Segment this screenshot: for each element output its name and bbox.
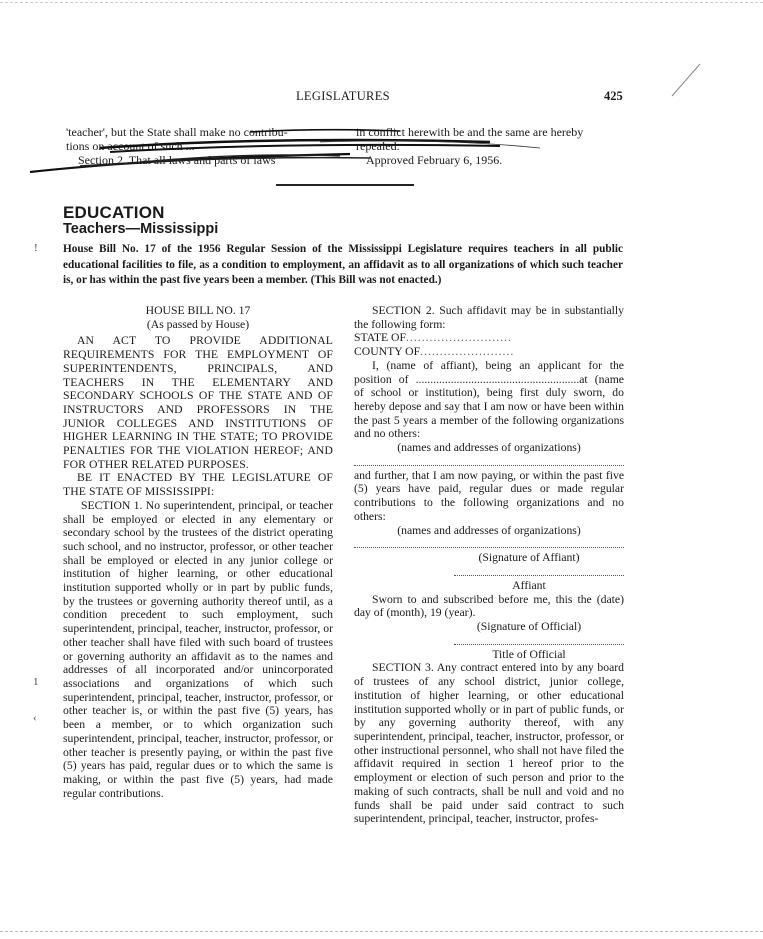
county-line: COUNTY OF........................ bbox=[354, 345, 515, 359]
page-top-edge bbox=[0, 2, 763, 3]
continuation-line1-left: 'teacher', but the State shall make no contribu- bbox=[66, 125, 288, 139]
continuation-line3-right: Approved February 6, 1956. bbox=[366, 153, 503, 167]
margin-mark-mid: 1 bbox=[33, 676, 39, 688]
state-line: STATE OF........................... bbox=[354, 331, 512, 345]
margin-mark-top: ! bbox=[34, 242, 38, 254]
section-divider bbox=[276, 184, 414, 186]
enacting-clause: BE IT ENACTED BY THE LEGISLATURE OF THE STATE OF MISSISSIPPI: bbox=[63, 471, 333, 499]
blank-line-2 bbox=[354, 539, 624, 548]
left-column bbox=[63, 304, 333, 800]
continuation-line1-right: in conflict herewith be and the same are hereby bbox=[356, 125, 584, 139]
section-title: EDUCATION bbox=[63, 203, 165, 222]
county-label: COUNTY OF bbox=[354, 345, 421, 359]
continuation-line2-right: repealed. bbox=[356, 139, 400, 153]
margin-mark-low: ‹ bbox=[33, 712, 37, 724]
state-label: STATE OF bbox=[354, 331, 406, 345]
strikethrough-scribble bbox=[20, 118, 620, 188]
names-line-2: (names and addresses of organizations) bbox=[397, 523, 581, 537]
page-bottom-edge bbox=[0, 931, 763, 932]
further-text: and further, that I am now paying, or within the past five (5) years have paid, regular dues or made regular contributions to the following organizations and no others: bbox=[354, 468, 624, 523]
bill-title: HOUSE BILL NO. 17 bbox=[145, 304, 251, 317]
continuation-line3-left: Section 2. That all laws and parts of laws bbox=[78, 153, 276, 167]
section-2-intro: SECTION 2. Such affidavit may be in substantially the following form: bbox=[354, 304, 624, 331]
running-head: LEGISLATURES bbox=[296, 89, 390, 103]
section-3-text: SECTION 3. Any contract entered into by any board of trustees of any school district, junior college, institution of higher learning, or other educational institution supported wholly or in part of public funds, or by any governing authority thereof, with any superintendent, principal, teacher, instructor, professor, or other instructional personnel, who shall not have filed the affidavit required in section 1 hereof prior to the employment or election of such person and prior to the making of such contracts, shall be null and void and no funds shall be paid under said contract to such superintendent, principal, teacher, instructor, profes- bbox=[354, 661, 624, 826]
section-1-text: SECTION 1. No superintendent, principal, or teacher shall be employed or elected in any elementary or secondary school by the trustees of the district operating such school, and no instructor, professor, or other teacher shall be employed or elected in any junior college or institution of higher learning, or other educational institution supported wholly or in part by public funds, by the trustees or governing authority thereof until, as a condition precedent to such employment, such superintendent, principal, teacher, instructor, professor, or other teacher shall have filed with such board of trustees or governing authority an affidavit as to the names and addresses of all incorporated and/or unincorporated associations and organizations of which such superintendent, principal, teacher, instructor, professor, or other teacher is, or within the past five (5) years, has been a member, or to which organization such superintendent, principal, teacher, instructor, professor, or other teacher is presently paying, or within the past five (5) years has paid, regular dues or to which the same is making, or within the past five (5) years, had made regular contributions. bbox=[63, 498, 333, 800]
blank-line-4 bbox=[454, 636, 624, 645]
signature-official: (Signature of Official) bbox=[476, 620, 582, 634]
blank-line-3 bbox=[454, 567, 624, 576]
right-column bbox=[354, 304, 624, 826]
page-number: 425 bbox=[604, 89, 623, 103]
signature-affiant: (Signature of Affiant) bbox=[478, 551, 580, 565]
sworn-text: Sworn to and subscribed before me, this the (date) day of (month), 19 (year). bbox=[354, 592, 624, 620]
section-subtitle: Teachers—Mississippi bbox=[63, 221, 219, 237]
bill-status: (As passed by House) bbox=[146, 317, 250, 331]
bill-summary: House Bill No. 17 of the 1956 Regular Session of the Mississippi Legislature requires teachers in all public educational facilities to file, as a condition to employment, an affidavit as to all organizations of which such teacher is, or has within the past five years been a member. (This Bill was not enacted.) bbox=[63, 243, 623, 286]
pencil-mark bbox=[670, 60, 710, 100]
title-official: Title of Official bbox=[492, 647, 566, 661]
affidavit-body: I, (name of affiant), being an applicant for the position of ........................................................at (name of school or institution), being first duly sworn, do hereby depose and say that I am now or have been within the past 5 years a member of the following organizations and no others: bbox=[354, 358, 624, 441]
act-title: AN ACT TO PROVIDE ADDITIONAL REQUIREMENTS FOR THE EMPLOYMENT OF SUPERINTENDENTS, PRINCIPALS, AND TEACHERS IN THE ELEMENTARY AND SECONDARY SCHOOLS OF THE STATE AND OF INSTRUCTORS AND PROFESSORS IN THE JUNIOR COLLEGES AND INSTITUTIONS OF HIGHER LEARNING IN THE STATE; TO PROVIDE PENALTIES FOR THE VIOLATION HEREOF; AND FOR OTHER RELATED PURPOSES. bbox=[63, 334, 333, 471]
blank-line-1 bbox=[354, 457, 624, 466]
affiant-label: Affiant bbox=[512, 578, 546, 592]
names-line-1: (names and addresses of organizations) bbox=[397, 441, 581, 455]
continuation-line2-left: tions on account of such ... bbox=[66, 139, 195, 153]
